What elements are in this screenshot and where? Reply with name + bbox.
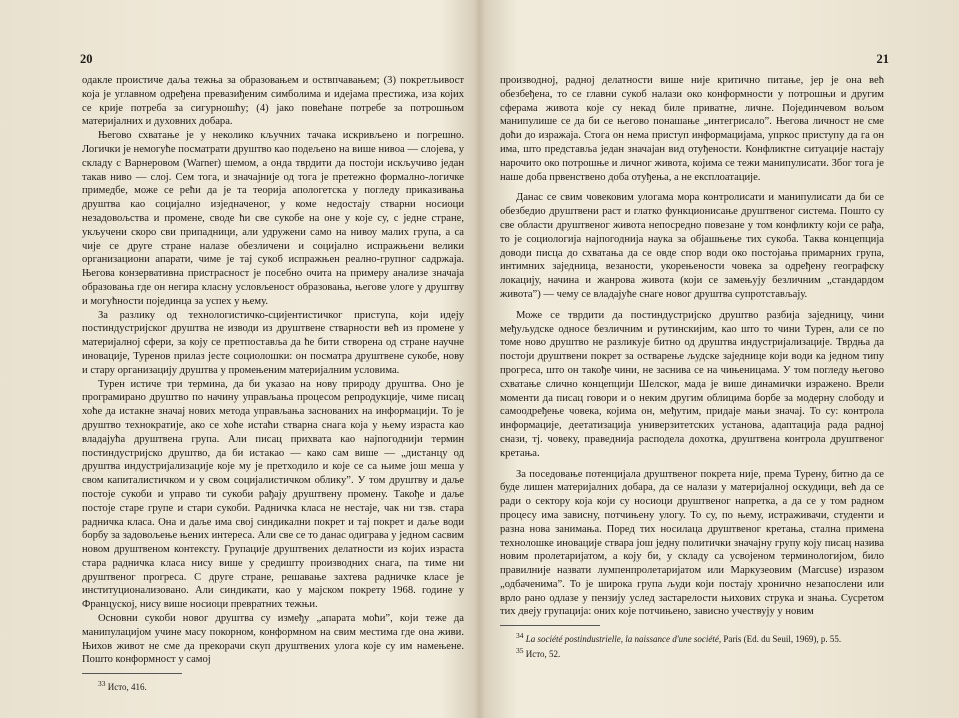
page-number: 20 [80, 52, 93, 66]
footnote-rule [500, 625, 600, 626]
footnote-marker: 33 [98, 679, 106, 689]
paragraph: За разлику од технологистичко-сцијентистичког приступа, који идеју постиндустријског друштва не изводи из друштвене стварности већ из промене у материјалној сфери, за коју се претпоставља да ће бити створена од стране научне иновације, Туренов прилаз јесте социолошки: он посматра друштвене сукобе, нову и стару организацију друштва у промењеним материјалним условима. [82, 309, 464, 376]
paragraph: Данас се свим човековим улогама мора контролисати и манипулисати да би се обезбедио друштвени раст и глатко функционисање друштвеног система. Пошто су све области друштвеног живота непосредно повезане у том конфликту који се рађа, то је социологија најпогоднија наука за објашњење тих сукоба. Таква концепција доводи писца до схватања да се овде спор води око постојања примарних група, интимних заједница, везаности, укорењености човека за одређену географску локацију, начина и жанрова живота (који се замењују безличним „стандардом живота”) — чему се владајуће снаге новог друштва супротстављају. [500, 192, 884, 300]
paragraph: За поседовање потенцијала друштвеног покрета није, према Турену, битно да се буде лишен материјалних добара, да се налази у материјалној оскудици, већ да се ради о сектору која који су носиоци друштвеног напретка, а да се у том радном процесу има зависну, потчињену улогу. То су, по њему, истраживачи, студенти и разна нова занимања. Поред тих носилаца друштвеног кретања, стална примена технолошке иновације ствара још једну политички значајну групу коју писац назива новим пролетаријатом, а коју би, у складу са усвојеном терминологијом, било правилније назвати лумпенпролетаријатом или Маркузеовим (Marcuse) изразом „одбаченима”. То је широка група људи који постају хронично незапослени или врло рано одлазе у пензију услед застарелости њихових струка и знања. Сусретом тих двеју групација: оних које потчињено, зависно учествују у новим [500, 468, 884, 618]
footnote-text: Исто, 416. [107, 682, 147, 693]
paragraph: Његово схватање је у неколико кључних тачака искривљено и погрешно. Логички је немогуће посматрати друштво као подељено на више нивоа — слојева, у складу с Варнеровом (Warner) шемом, а онда тврдити да постоји искључиво један такав ниво — слој. Сем тога, и значајније од тога је претежно формално-логичке примедбе, може се рећи да је та теорија апологетска у погледу приказивања друштва као социјално изједначеног, у коме недостају стварни носиоци незадовољства и промене, своде ћи све сукобе на оне у које су, с једне стране, укључени скоро сви припадници, али удружени само на нивоу малих група, а са чије се друге стране налазе обезличени и социјално испражњени велики организациони апарати, чиме је тај сукоб испражњен реално-групног садржаја. Његова конзервативна пристрасност је посебно очита на примеру анализе значаја образовања где он негира класну условљеност образовања, његове улоге у друштву и могућности појединца за успех у њему. [82, 130, 464, 307]
left-page [0, 0, 478, 718]
footnote-marker: 34 [516, 631, 524, 641]
page-body [500, 74, 884, 660]
paragraph: одакле проистиче даља тежња за образовањем и оствпчавањем; (3) покретљивост која је углавном одређена превазиђеним симболима и идејама престижа, иза којих се крије потреба за сигурношћу; (4) јако повећане потребе за потрошњом материјалних и духовних добара. [82, 75, 464, 128]
paragraph: Може се тврдити да постиндустријско друштво разбија заједницу, чини међуљудске односе безличним и рутинскијим, као што то чини Турен, али се по томе ново друштво не разликује битно од друштва индустријализације. Тврдња да постоји друштвени покрет за остварење људске заједнице који води ка једном типу прогреса, што он такође чини, не заснива се на чињеницама. У том погледу његово схватање слично концепцији Шелског, мада је више динамички изражено. Врели моменти да писац говори и о неким другим облицима борбе за модерну слободу и самоодређење човека, којима он, међутим, придаје мањи значај. То су: контрола информације, деетатизација универзитетских установа, адаптација рада радној снази, тј. човеку, праведнија расподела дохотка, друштвена контрола друштвеног кретања. [500, 309, 884, 459]
footnote [500, 630, 884, 645]
right-page [481, 0, 959, 718]
paragraph: Турен истиче три термина, да би указао на нову природу друштва. Оно је програмирано друштво по начину управљања процесом репродукције, чиме писац хоће да истакне значај нових метода управљања заснованих на информацији. То је друштво технократије, ако се хоће истаћи стварна снага која у њему израста као владајућа друштвена група. Али писац прихвата као најпогоднији термин постиндустријско друштво, да би истакао — како сам више — „дистанцу од друштва индустријализације које му је претходило и које се са њиме још меша у свом капиталистичком и у свом социјалистичком облику”. У том друштву и даље постоје сукоби и управо ти сукоби рађају друштвену промену. Такође и даље постоје старе групе и стари сукоби. Радничка класа не нестаје, чак ни тзв. стара радничка класа. Она и даље има свој синдикални покрет и тај покрет и даље води борбу за задовољење њених интереса. Али све се то данас одиграва у једном сасвим новом друштвеном контексту. Групације друштвених делатности из којих израста стара радничка класа нису више у средишту производних снага, па тиме ни друштвеног прогреса. С друге стране, решавање захтева радничке класе је институционализовано. Али синдикати, као у мајском покрету 1968. године у Француској, нису више носиоци превратних тежњи. [82, 378, 464, 611]
footnote-rule [82, 673, 182, 674]
footnote-text: Исто, 52. [525, 649, 561, 660]
paragraph: производној, радној делатности више није критично питање, јер је она већ обезбеђена, то се главни сукоб налази око конформности у потрошњи и другим сферама живота које су некад биле приватне, личне. Појединчевом вољом манипулише се да би се његово понашање „интегрисало”. Његова личност не сме доћи до изражаја. Стога он нема приступ информацијама, упркос приступу да га он има, што представља један значајан вид отуђености. Конфликтне ситуације настају нарочито око потрошње и личног живота, којима се тежи манипулисати. Због тога је наше доба првенствено доба отуђења, а не експлоатације. [500, 75, 884, 183]
footnote [500, 645, 884, 660]
footnote-marker: 35 [516, 646, 524, 656]
paragraph: Основни сукоби новог друштва су између „апарата моћи”, који теже да манипулацијом учине масу покорном, конформном на свим местима где она живи. Њихов живот не сме да прекорачи скуп друштвених улога које су им намењене. Пошто конформност у самој [82, 613, 464, 666]
footnote [82, 678, 464, 693]
page-number: 21 [876, 52, 889, 66]
footnote-text: Paris (Ed. du Seuil, 1969), p. 55. [723, 634, 842, 645]
footnote-title: La société postindustrielle, la naissance d'une société, [525, 634, 722, 645]
page-body [82, 74, 464, 693]
